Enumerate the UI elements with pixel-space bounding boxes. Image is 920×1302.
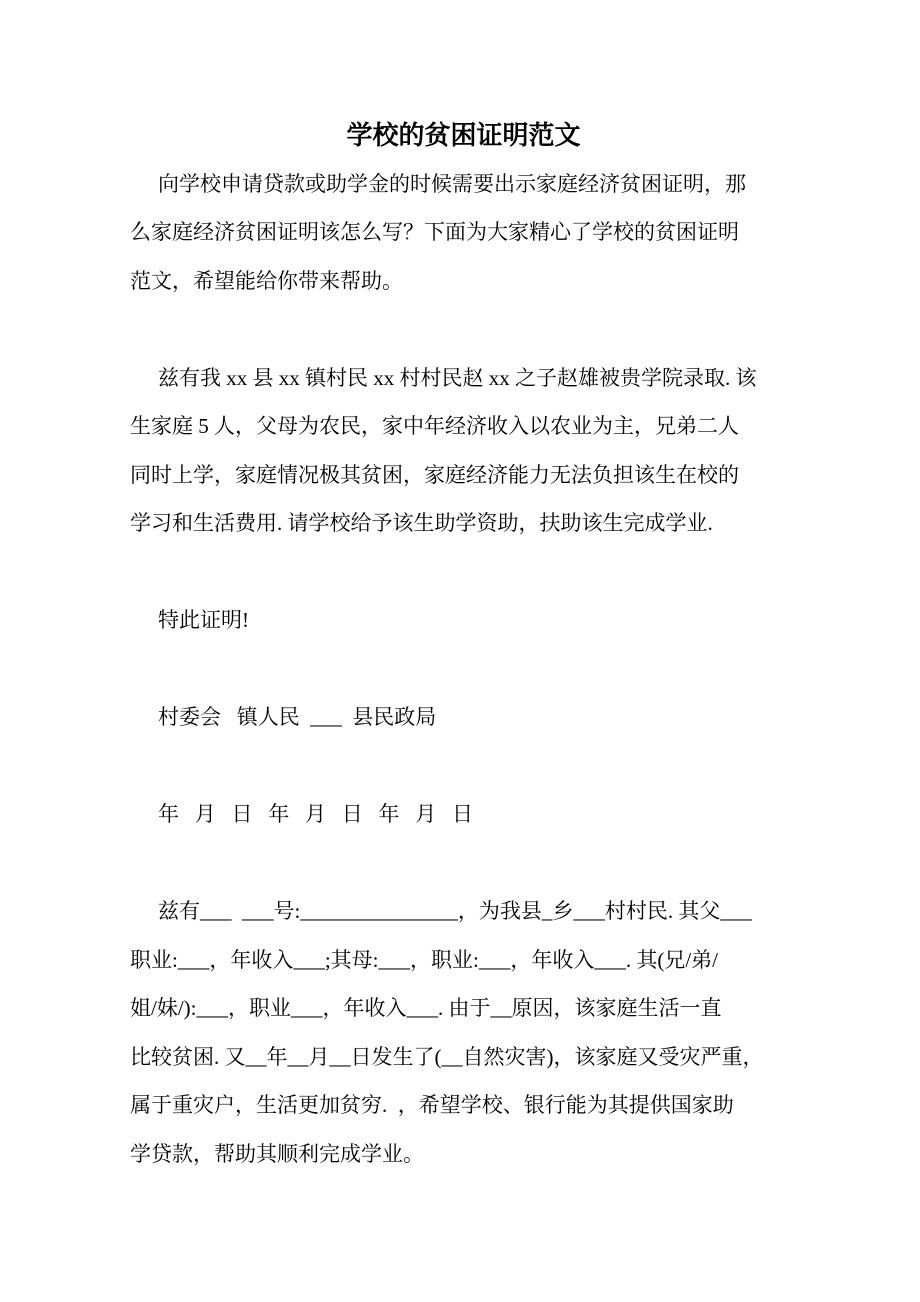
- blank-line: [130, 742, 797, 791]
- paragraph-1-line-1: 向学校申请贷款或助学金的时候需要出示家庭经济贫困证明，那: [158, 171, 746, 196]
- blank-line: [130, 548, 797, 597]
- paragraph-3-line-2: 职业:___，年收入___;其母:___，职业:___，年收入___. 其(兄/弟/: [130, 947, 718, 972]
- paragraph-2-line-3: 同时上学，家庭情况极其贫困，家庭经济能力无法负担该生在校的: [130, 462, 739, 487]
- paragraph-2-line-4: 学习和生活费用. 请学校给予该生助学资助，扶助该生完成学业.: [130, 511, 713, 535]
- document-body: [130, 111, 797, 1178]
- paragraph-3-line-1: 兹有___ ___号:_______________，为我县_乡___村村民. 其父___: [158, 899, 752, 923]
- paragraph-3-line-3: 姐/妹/):___，职业___，年收入___. 由于__原因，该家庭生活一直: [130, 996, 722, 1020]
- issuer-line: 村委会 镇人民 ___ 县民政局: [158, 705, 437, 729]
- paragraph-1-line-2: 么家庭经济贫困证明该怎么写？下面为大家精心了学校的贫困证明: [130, 220, 739, 244]
- blank-line: [130, 839, 797, 888]
- document-title: 学校的贫困证明范文: [346, 120, 581, 150]
- blank-line: [130, 305, 797, 354]
- paragraph-3-line-5: 属于重灾户，生活更加贫穷. ，希望学校、银行能为其提供国家助: [130, 1093, 734, 1117]
- paragraph-3-line-6: 学贷款，帮助其顺利完成学业。: [130, 1141, 424, 1166]
- paragraph-1-line-3: 范文，希望能给你带来帮助。: [130, 268, 403, 293]
- blank-line: [130, 645, 797, 694]
- date-line: 年 月 日 年 月 日 年 月 日: [158, 802, 473, 826]
- certify-statement: 特此证明!: [158, 608, 249, 632]
- paragraph-2-line-1: 兹有我 xx 县 xx 镇村民 xx 村村民赵 xx 之子赵雄被贵学院录取. 该: [158, 365, 757, 390]
- paragraph-3-line-4: 比较贫困. 又__年__月__日发生了(__自然灾害)，该家庭又受灾严重，: [130, 1044, 764, 1069]
- paragraph-2-line-2: 生家庭 5 人，父母为农民，家中年经济收入以农业为主，兄弟二人: [130, 414, 739, 438]
